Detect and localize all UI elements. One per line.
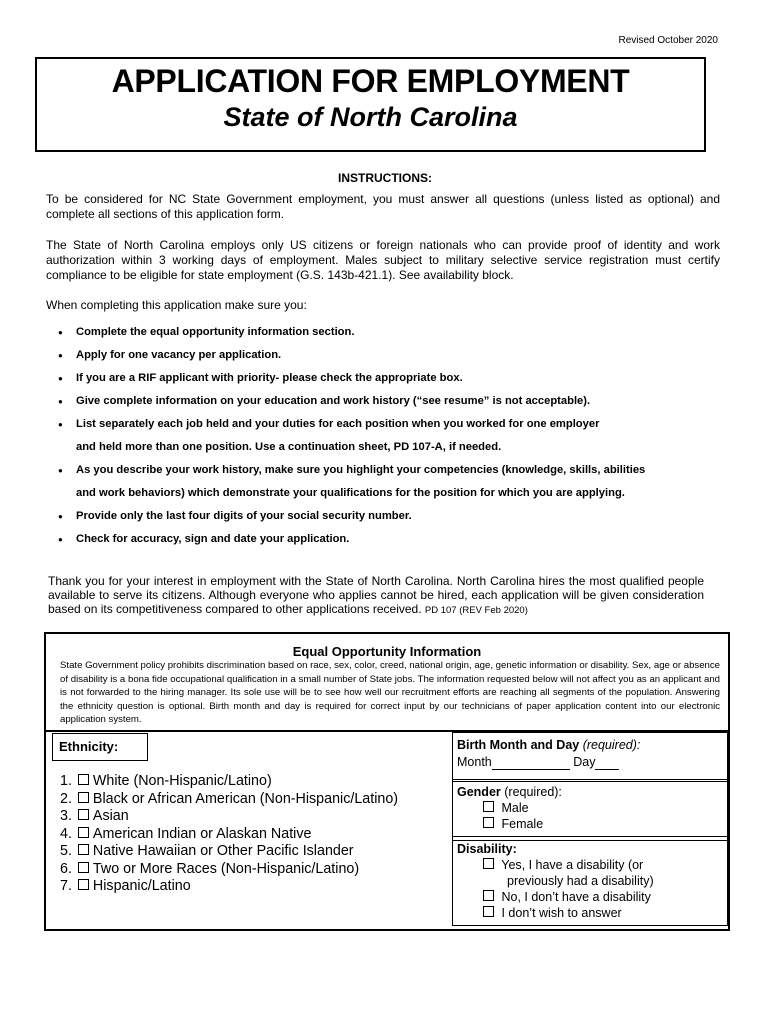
birth-month-day-block [452, 732, 728, 782]
equal-opportunity-section [44, 632, 730, 931]
instructions-paragraph-1: To be considered for NC State Government employment, you must answer all questions (unless listed as optional) and complete all sections of this application form. [46, 192, 720, 221]
revision-date: Revised October 2020 [618, 35, 718, 46]
ethnicity-option-native-hawaiian[interactable]: 5. Native Hawaiian or Other Pacific Islander [60, 843, 354, 859]
checkbox[interactable] [78, 809, 89, 820]
disability-block [452, 836, 728, 926]
ethnicity-option-white[interactable]: 1. White (Non-Hispanic/Latino) [60, 773, 272, 789]
birth-required: (required): [582, 738, 641, 752]
list-item: ● Apply for one vacancy per application. [58, 344, 738, 367]
list-item: ● Give complete information on your education and work history (“see resume” is not acceptable). [58, 390, 738, 413]
disability-option-yes-continued: previously had a disability) [507, 874, 654, 888]
ethnicity-option-asian[interactable]: 3. Asian [60, 808, 129, 824]
disability-option-decline[interactable]: I don’t wish to answer [457, 905, 727, 921]
ethnicity-option-black[interactable]: 2. Black or African American (Non-Hispanic/Latino) [60, 790, 399, 807]
disability-option-yes[interactable]: Yes, I have a disability (or [457, 857, 727, 873]
list-item: ● List separately each job held and your duties for each position when you worked for one employer and held more than one position. Use a continuation sheet, PD 107-A, if needed. [58, 413, 616, 459]
gender-required: (required): [504, 785, 562, 799]
checkbox[interactable] [483, 801, 494, 812]
checkbox[interactable] [78, 792, 89, 803]
checkbox[interactable] [78, 844, 89, 855]
checkbox[interactable] [483, 817, 494, 828]
checkbox[interactable] [78, 879, 89, 890]
thank-you-text: Thank you for your interest in employment with the State of North Carolina. North Carolina hires the most qualified people available to serve its citizens. Although everyone who applies cannot be hired, each application will be given consideration based on its competitiveness compared to other applications received. [48, 574, 704, 616]
instructions-heading: INSTRUCTIONS: [338, 171, 432, 185]
disability-label: Disability: [457, 842, 517, 856]
ethnicity-option-american-indian[interactable]: 4. American Indian or Alaskan Native [60, 825, 312, 842]
ethnicity-label: Ethnicity: [52, 733, 148, 761]
list-item: ● If you are a RIF applicant with priority- please check the appropriate box. [58, 367, 738, 390]
list-item: ● As you describe your work history, make sure you highlight your competencies (knowledge, skills, abilities and work behaviors) which demonstrate your qualifications for the position for which you are applying. [58, 459, 646, 505]
title-box [35, 57, 706, 152]
checkbox[interactable] [78, 827, 89, 838]
gender-option-female[interactable]: Female [457, 816, 727, 832]
instructions-list [58, 321, 738, 551]
disability-option-no[interactable]: No, I don’t have a disability [457, 889, 727, 905]
instructions-paragraph-2: The State of North Carolina employs only US citizens or foreign nationals who can provide proof of identity and work authorization within 3 working days of employment. Males subject to military selective service registration must certify compliance to be eligible for state employment (G.S. 143b-421.1). See availability block. [46, 238, 720, 282]
ethnicity-option-hispanic[interactable]: 7. Hispanic/Latino [60, 878, 191, 894]
instructions-paragraph-3: When completing this application make sure you: [46, 298, 307, 312]
list-item: ● Check for accuracy, sign and date your application. [58, 528, 738, 551]
checkbox[interactable] [78, 774, 89, 785]
page-title: APPLICATION FOR EMPLOYMENT [111, 63, 630, 99]
checkbox[interactable] [483, 858, 494, 869]
list-item: ● Complete the equal opportunity information section. [58, 321, 738, 344]
ethnicity-options [60, 773, 398, 896]
list-item: ● Provide only the last four digits of your social security number. [58, 505, 738, 528]
eo-policy-text: State Government policy prohibits discrimination based on race, sex, color, creed, national origin, age, genetic information or disability. Sex, age or absence of disability is a bona fide occupational qualification in a small number of State jobs. The information requested below will not affect you as an applicant and is not forwarded to the hiring manager. Its sole use will be to see how well our recruitment efforts are reaching all segments of the population. Answering the ethnicity question is optional. Birth month and day is required for correct input by our technicians of paper application content into our electronic application system. [60, 660, 721, 725]
month-label: Month [457, 755, 492, 769]
birth-label: Birth Month and Day [457, 738, 580, 752]
gender-label: Gender [457, 785, 501, 799]
gender-block [452, 779, 728, 841]
checkbox[interactable] [78, 862, 89, 873]
day-label: Day [573, 755, 596, 769]
month-field[interactable] [492, 753, 570, 770]
thank-you-paragraph [48, 574, 704, 618]
checkbox[interactable] [483, 890, 494, 901]
ethnicity-option-two-or-more[interactable]: 6. Two or More Races (Non-Hispanic/Latino) [60, 860, 360, 877]
page-subtitle: State of North Carolina [223, 102, 518, 132]
eo-title: Equal Opportunity Information [292, 644, 482, 659]
gender-option-male[interactable]: Male [457, 800, 727, 816]
form-code: PD 107 (REV Feb 2020) [424, 605, 528, 616]
day-field[interactable] [595, 753, 619, 770]
checkbox[interactable] [483, 906, 494, 917]
